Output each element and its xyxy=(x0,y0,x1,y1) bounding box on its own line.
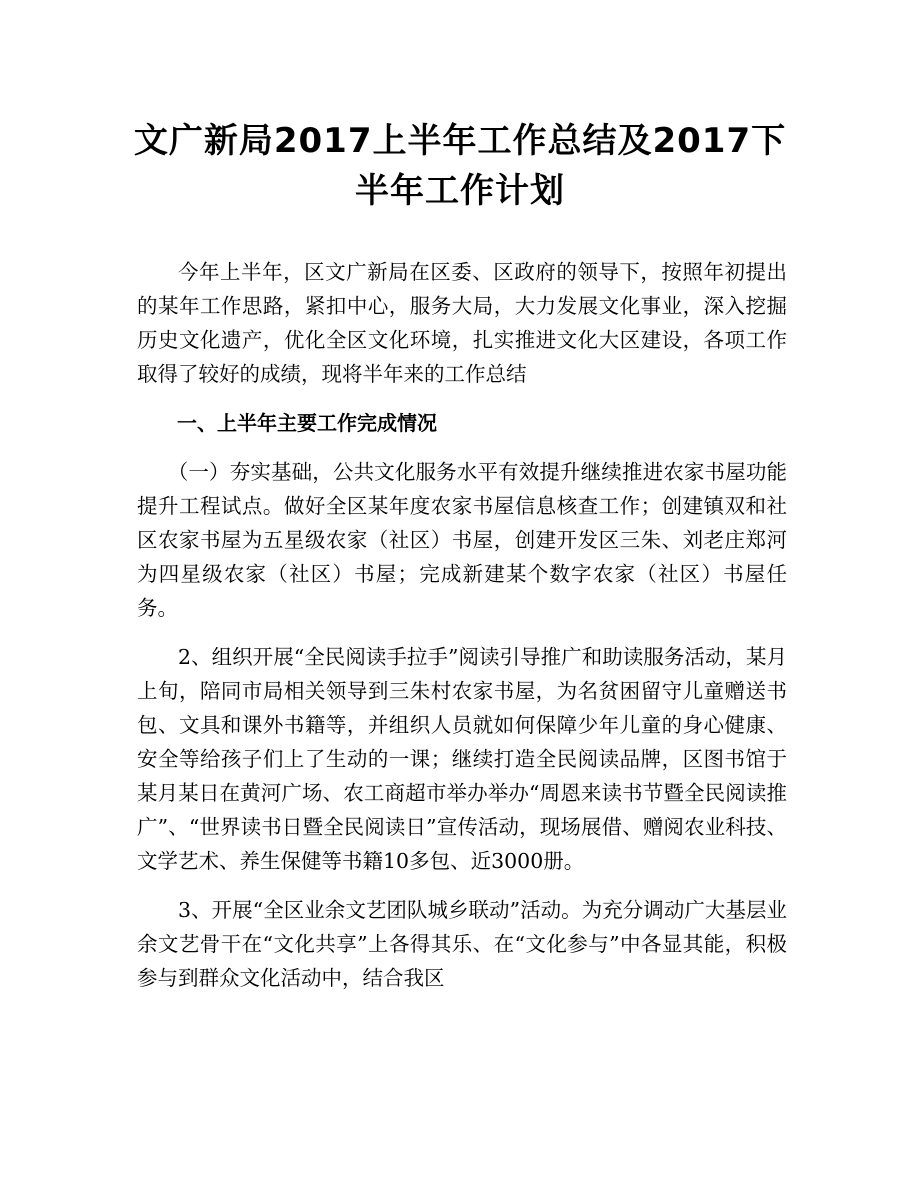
document-title: 文广新局2017上半年工作总结及2017下半年工作计划 xyxy=(133,121,787,211)
paragraph-item-2: 2、组织开展“全民阅读手拉手”阅读引导推广和助读服务活动，某月上旬，陪同市局相关领导到三朱村农家书屋，为名贫困留守儿童赠送书包、文具和课外书籍等，并组织人员就如何保障少年儿童的身心健康、安全等给孩子们上了生动的一课；继续打造全民阅读品牌，区图书馆于某月某日在黄河广场、农工商超市举办举办“周恩来读书节暨全民阅读推广”、“世界读书日暨全民阅读日”宣传活动，现场展借、赠阅农业科技、文学艺术、养生保健等书籍10多包、近3000册。 xyxy=(137,645,787,873)
document-body xyxy=(137,255,787,1010)
intro-paragraph: 今年上半年，区文广新局在区委、区政府的领导下，按照年初提出的某年工作思路，紧扣中心，服务大局，大力发展文化事业，深入挖掘历史文化遗产，优化全区文化环境，扎实推进文化大区建设，各项工作取得了较好的成绩，现将半年来的工作总结 xyxy=(137,260,787,386)
paragraph-item-3: 3、开展“全区业余文艺团队城乡联动”活动。为充分调动广大基层业余文艺骨干在“文化共享”上各得其乐、在“文化参与”中各显其能，积极参与到群众文化活动中，结合我区 xyxy=(137,898,787,990)
section-heading: 一、上半年主要工作完成情况 xyxy=(177,411,437,435)
paragraph-item-1: （一）夯实基础，公共文化服务水平有效提升继续推进农家书屋功能提升工程试点。做好全区某年度农家书屋信息核查工作；创建镇双和社区农家书屋为五星级农家（社区）书屋，创建开发区三朱、刘老庄郑河为四星级农家（社区）书屋；完成新建某个数字农家（社区）书屋任务。 xyxy=(137,460,787,620)
